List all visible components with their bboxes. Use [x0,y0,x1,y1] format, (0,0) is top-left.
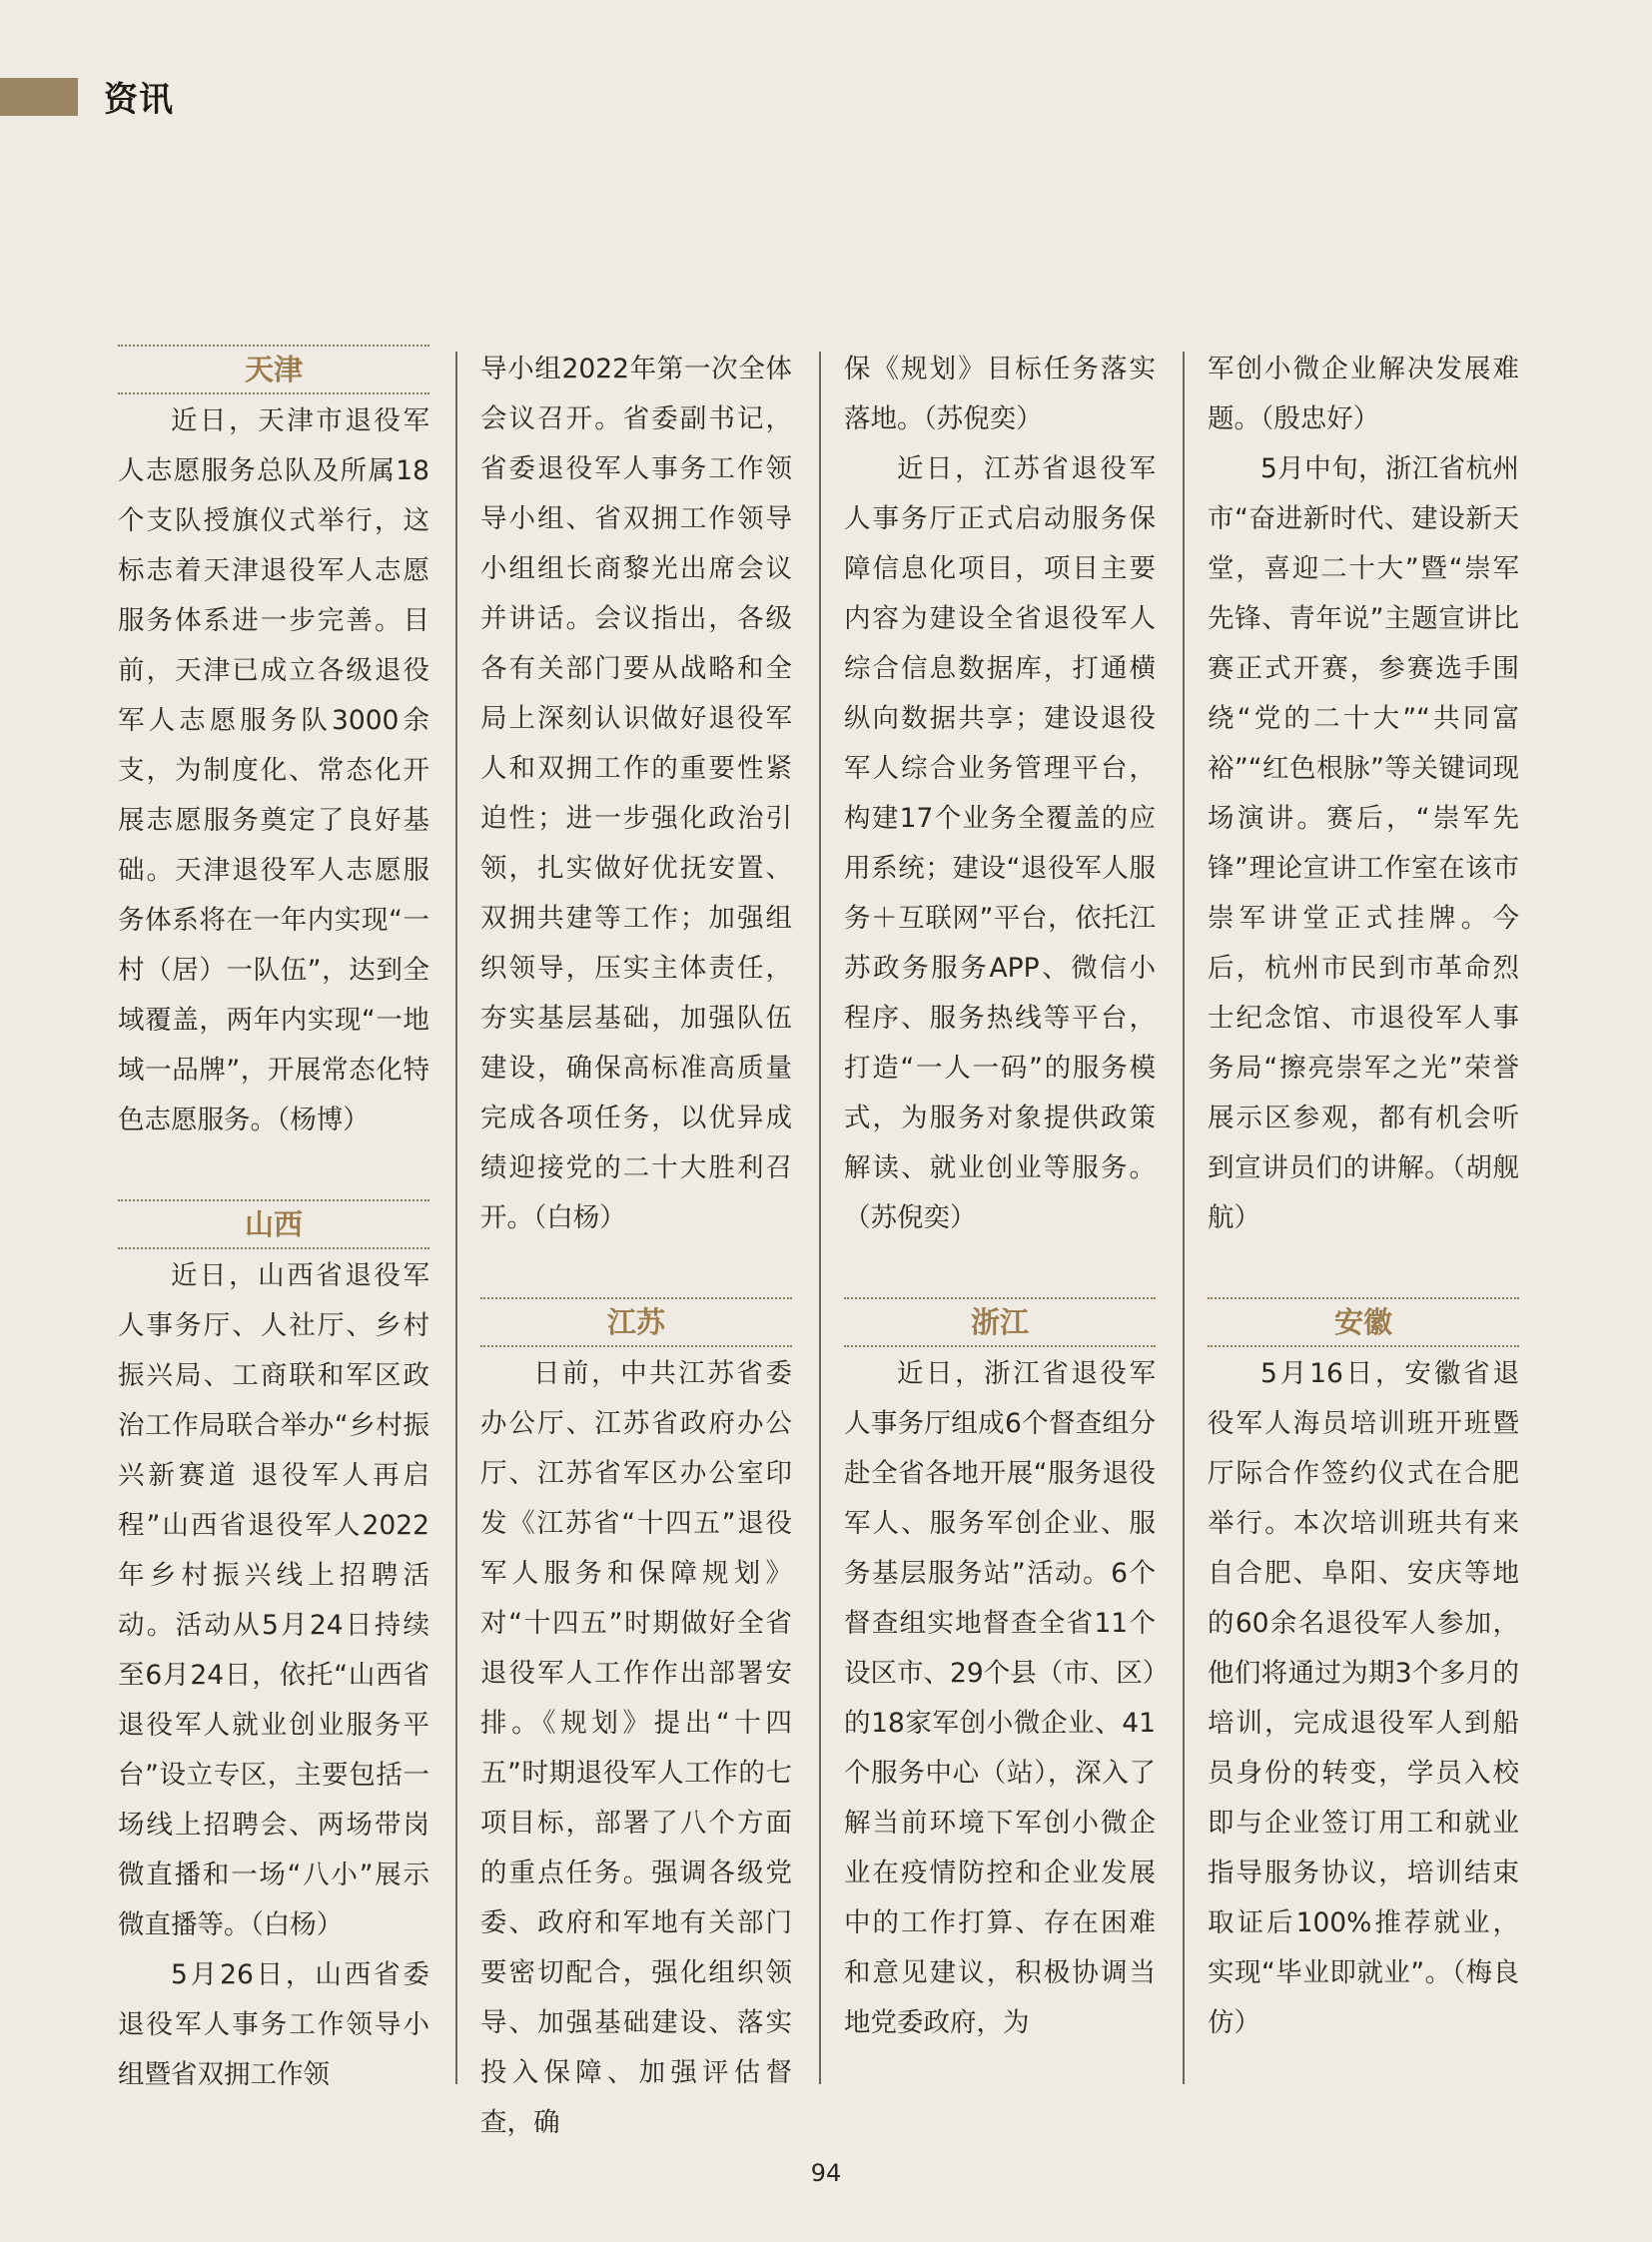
region-heading-jiangsu: 江苏 [480,1297,792,1347]
column-1 [118,345,429,2100]
article-author: （苏倪奕） [923,403,1043,434]
region-heading-tianjin: 天津 [118,345,429,394]
article-text: 导小组2022年第一次全体会议召开。省委副书记，省委退役军人事务工作领导小组、省双拥工作领导小组组长商黎光出席会议并讲话。会议指出，各级各有关部门要从战略和全局上深刻认识做好退役军人和双拥工作的重要性紧迫性；进一步强化政治引领，扎实做好优抚安置、双拥共建等工作；加强组织领导，压实主体责任，夯实基层基础，加强队伍建设，确保高标准高质量完成各项任务，以优异成绩迎接党的二十大胜利召开。 [480,354,792,1233]
article-text: 5月16日，安徽省退役军人海员培训班开班暨厅际合作签约仪式在合肥举行。本次培训班共有来自合肥、阜阳、安庆等地的60余名退役军人参加，他们将通过为期3个多月的培训，完成退役军人到船员身份的转变，学员入校即与企业签订用工和就业指导服务协议，培训结束取证后100%推荐就业，实现“毕业即就业”。 [1208,1358,1519,1988]
spacer [844,1243,1156,1297]
article-text: 军创小微企业解决发展难题。 [1208,354,1519,434]
article-paragraph [844,444,1156,1243]
article-text: 保《规划》目标任务落实落地。 [844,354,1156,434]
article-paragraph-continued [1208,345,1519,444]
article-text: 近日，江苏省退役军人事务厅正式启动服务保障信息化项目，项目主要内容为建设全省退役军人综合信息数据库，打通横纵向数据共享；建设退役军人综合业务管理平台，构建17个业务全覆盖的应用系统；建设“退役军人服务＋互联网”平台，依托江苏政务服务APP、微信小程序、服务热线等平台，打造“一人一码”的服务模式，为服务对象提供政策解读、就业创业等服务。 [844,453,1156,1183]
article-author: （杨博） [277,1105,370,1135]
article-paragraph: 日前，中共江苏省委办公厅、江苏省政府办公厅、江苏省军区办公室印发《江苏省“十四五”退役军人服务和保障规划》对“十四五”时期做好全省退役军人工作作出部署安排。《规划》提出“十四五”时期退役军人工作的七项目标，部署了八个方面的重点任务。强调各级党委、政府和军地有关部门要密切配合，强化组织领导、加强基础建设、落实投入保障、加强评估督查，确 [480,1358,792,2138]
article-paragraph [118,396,429,1145]
article-paragraph [118,1251,429,1950]
column-divider [819,352,821,2084]
article-paragraph-continued [844,345,1156,444]
article-paragraph: 5月26日，山西省委退役军人事务工作领导小组暨省双拥工作领 [118,1959,429,2090]
region-heading-zhejiang: 浙江 [844,1297,1156,1347]
article-author: （白杨） [250,1909,344,1940]
article-text: 5月中旬，浙江省杭州市“奋进新时代、建设新天堂，喜迎二十大”暨“崇军先锋、青年说”主题宣讲比赛正式开赛，参赛选手围绕“党的二十大”“共同富裕”“红色根脉”等关键词现场演讲。赛后，“崇军先锋”理论宣讲工作室在该市崇军讲堂正式挂牌。今后，杭州市民到市革命烈士纪念馆、市退役军人事务局“擦亮崇军之光”荣誉展示区参观，都有机会听到宣讲员们的讲解。 [1208,453,1519,1183]
article-paragraph [1208,1349,1519,2048]
article-text: 近日，天津市退役军人志愿服务总队及所属18个支队授旗仪式举行，这标志着天津退役军人志愿服务体系进一步完善。目前，天津已成立各级退役军人志愿服务队3000余支，为制度化、常态化开展志愿服务奠定了良好基础。天津退役军人志愿服务体系将在一年内实现“一村（居）一队伍”，达到全域覆盖，两年内实现“一地域一品牌”，开展常态化特色志愿服务。 [118,405,429,1135]
article-paragraph: 近日，浙江省退役军人事务厅组成6个督查组分赴全省各地开展“服务退役军人、服务军创企业、服务基层服务站”活动。6个督查组实地督查全省11个设区市、29个县（市、区）的18家军创小微企业、41个服务中心（站），深入了解当前环境下军创小微企业在疫情防控和企业发展中的工作打算、存在困难和意见建议，积极协调当地党委政府，为 [844,1358,1156,2038]
spacer [1208,1243,1519,1297]
article-author: （白杨） [533,1202,626,1233]
section-title: 资讯 [104,80,174,120]
spacer [480,1243,792,1297]
article-text: 近日，山西省退役军人事务厅、人社厅、乡村振兴局、工商联和军区政治工作局联合举办“乡村振兴新赛道 退役军人再启程”山西省退役军人2022年乡村振兴线上招聘活动。活动从5月24日持续至6月24日，依托“山西省退役军人就业创业服务平台”设立专区，主要包括一场线上招聘会、两场带岗微直播和一场“八小”展示微直播等。 [118,1260,429,1940]
article-author: （殷忠好） [1260,403,1380,434]
column-2 [480,345,792,2148]
spacer [118,1145,429,1199]
article-author: （胡舰航） [1208,1152,1520,1233]
page-number: 94 [810,2159,842,2187]
region-heading-anhui: 安徽 [1208,1297,1519,1347]
article-author: （梅良仿） [1208,1957,1519,2038]
column-4 [1208,345,1519,2048]
article-author: （苏倪奕） [844,1202,977,1233]
region-heading-shanxi: 山西 [118,1199,429,1249]
column-3 [844,345,1156,2048]
article-paragraph-continued [480,345,792,1243]
section-color-bar [0,78,78,116]
column-divider [455,352,457,2084]
column-divider [1183,352,1185,2084]
article-paragraph [1208,444,1519,1243]
